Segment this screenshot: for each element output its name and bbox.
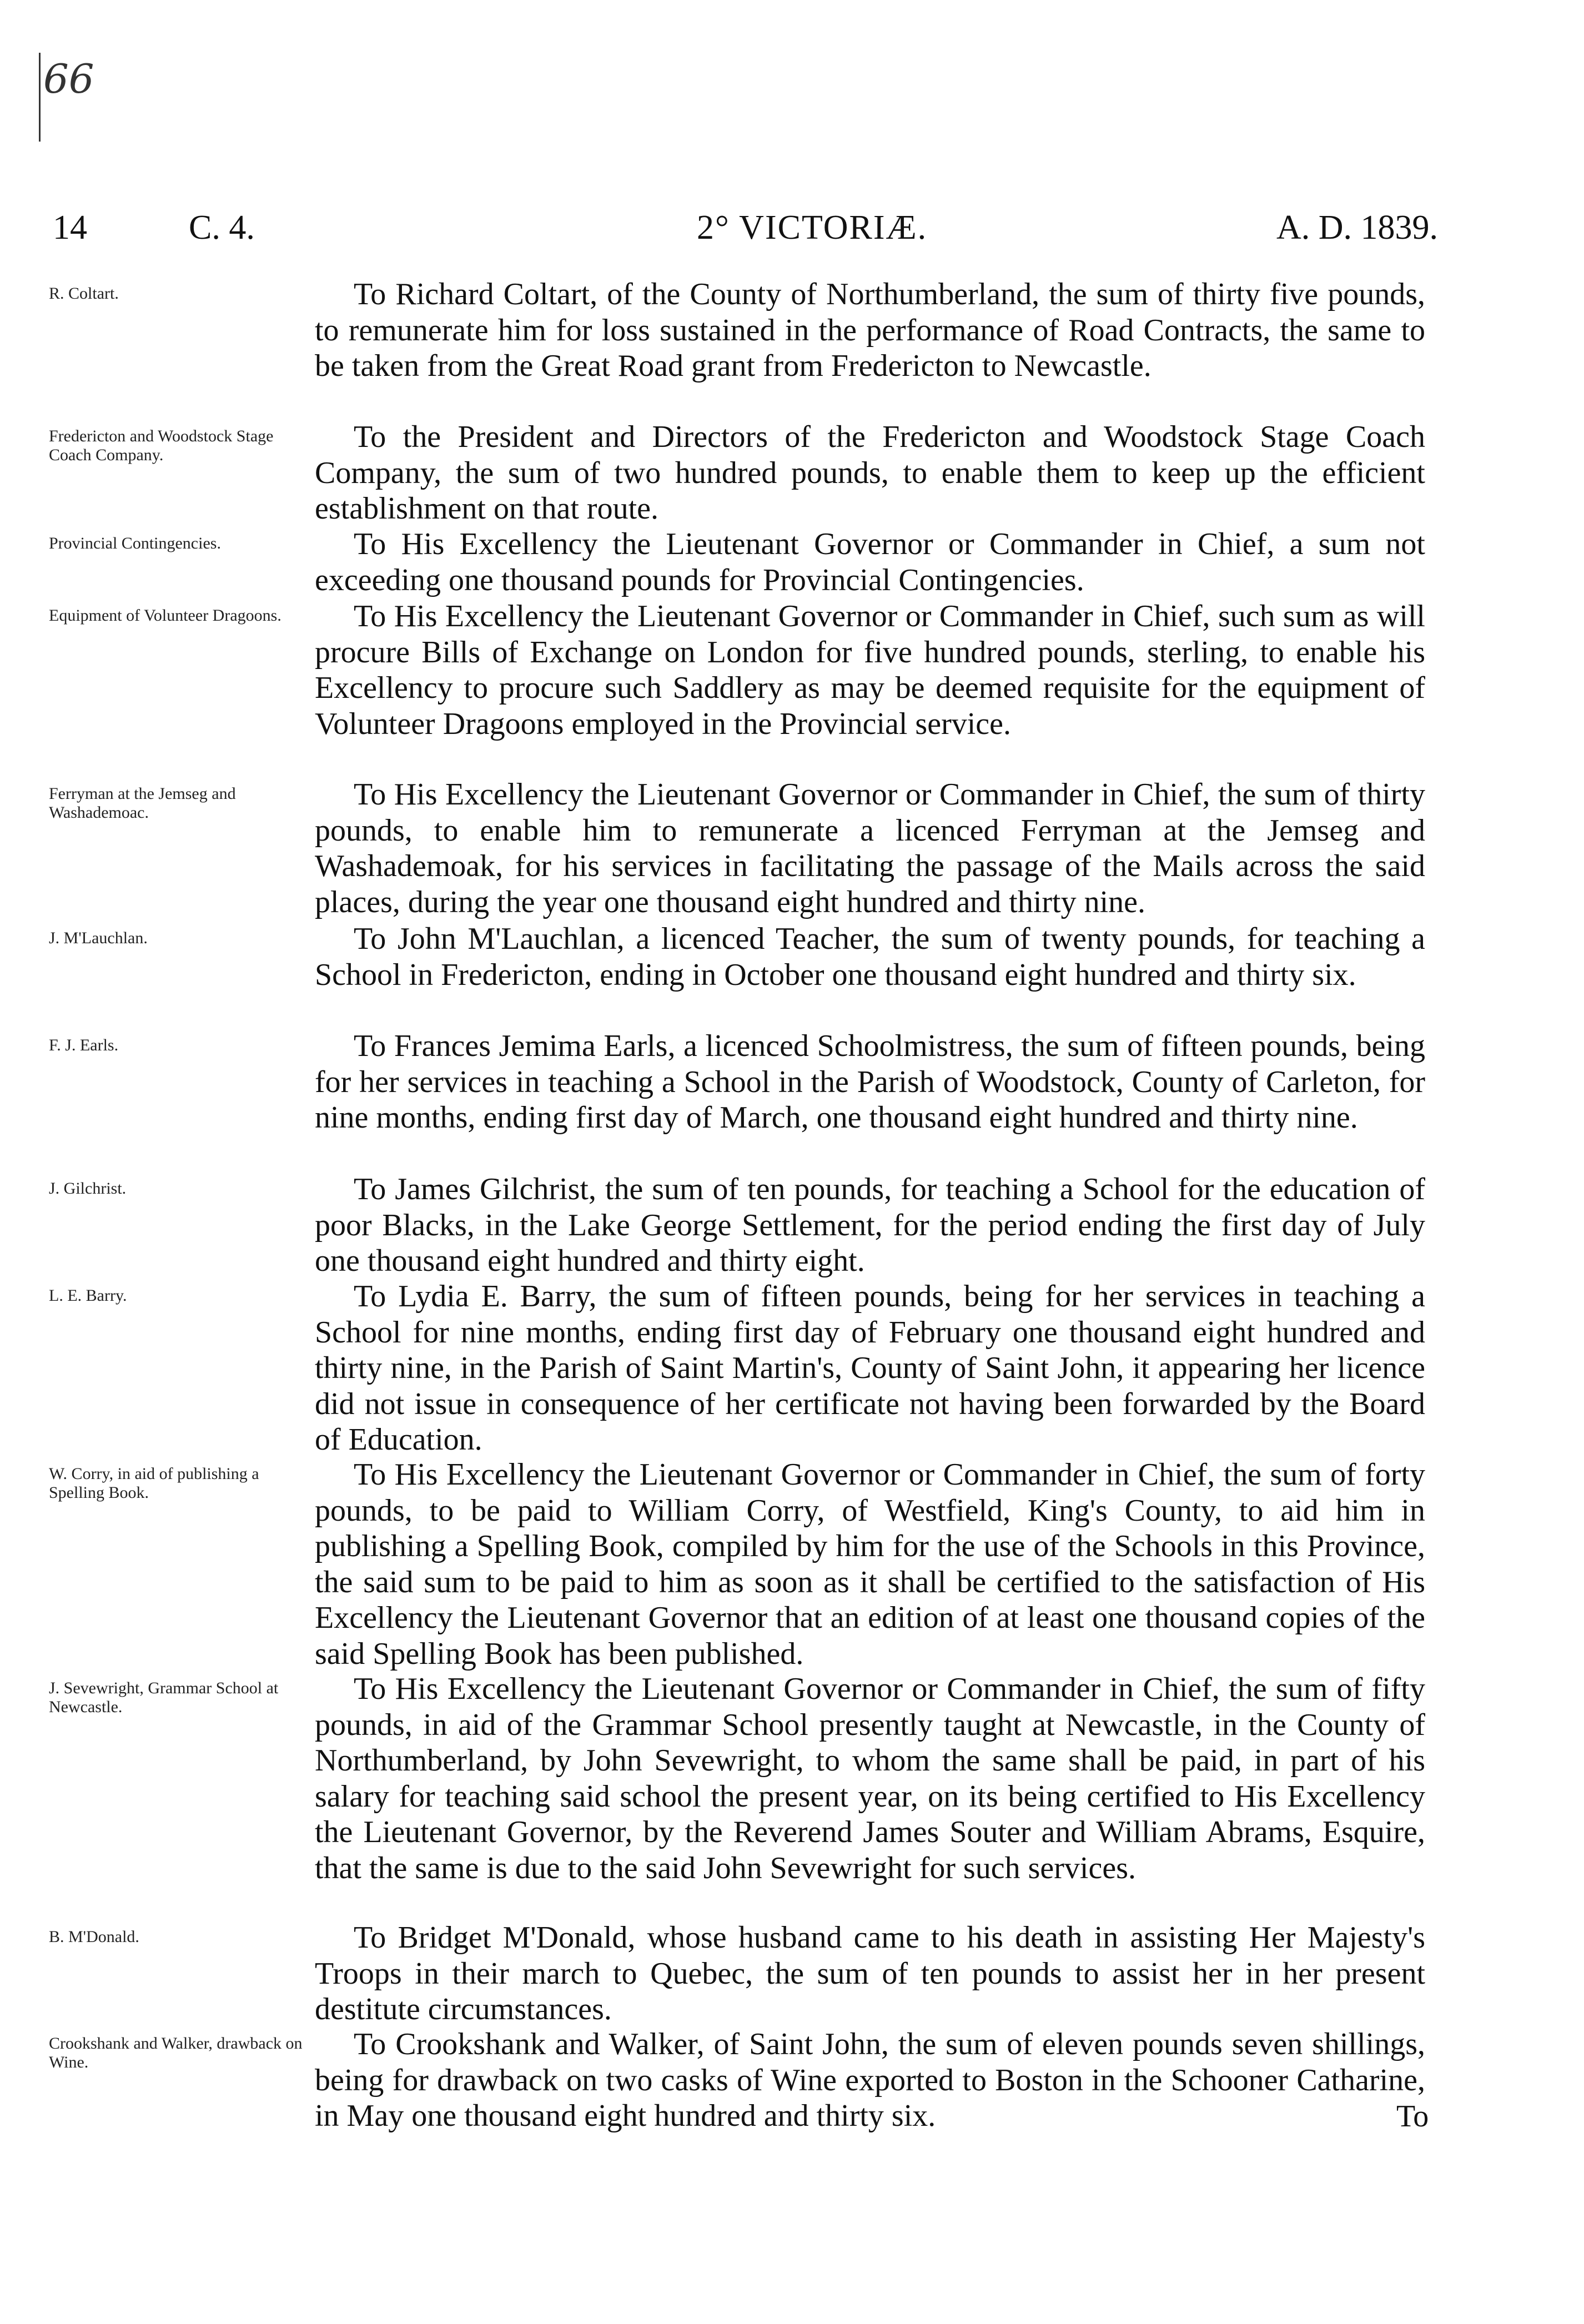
margin-note: J. Gilchrist. xyxy=(49,1179,127,1198)
running-header xyxy=(53,208,1438,258)
margin-note: Equipment of Volunteer Dragoons. xyxy=(49,606,281,625)
margin-note: J. M'Lauchlan. xyxy=(49,929,148,947)
entry-text: To Lydia E. Barry, the sum of fifteen pounds, being for her services in teaching a School for nine months, ending first day of February one thousand eight hundred and thirty nine, in the Parish of Saint Martin's, County of Saint John, it appearing her licence did not issue in consequence of her certificate not having been forwarded by the Board of Education. xyxy=(315,1279,1425,1457)
handwritten-mark xyxy=(39,53,41,142)
margin-note: L. E. Barry. xyxy=(49,1286,127,1305)
margin-note: W. Corry, in aid of publishing a Spelling Book. xyxy=(49,1465,259,1502)
page-number: 14 xyxy=(53,209,87,247)
margin-note: J. Sevewright, Grammar School at Newcastle. xyxy=(49,1679,279,1716)
margin-note: Fredericton and Woodstock Stage Coach Company. xyxy=(49,427,274,464)
margin-note: B. M'Donald. xyxy=(49,1928,139,1946)
margin-note: R. Coltart. xyxy=(49,284,119,303)
entry-text: To His Excellency the Lieutenant Governor or Commander in Chief, the sum of forty pounds, to be paid to William Corry, of Westfield, King's County, to aid him in publishing a Spelling Book, compiled by him for the use of the Schools in this Province, the said sum to be paid to him as soon as it shall be certified to the satisfaction of His Excellency the Lieutenant Governor that an edition of at least one thousand copies of the said Spelling Book has been published. xyxy=(315,1457,1425,1671)
entry-text: To Crookshank and Walker, of Saint John, the sum of eleven pounds seven shillings, being for drawback on two casks of Wine exported to Boston in the Schooner Catharine, in May one thousand eight hundred and thirty six. xyxy=(315,2027,1425,2133)
entry-text: To His Excellency the Lieutenant Governor or Commander in Chief, the sum of thirty pounds, to enable him to remunerate a licenced Ferryman at the Jemseg and Washademoak, for his services in facilitating the passage of the Mails across the said places, during the year one thousand eight hundred and thirty nine. xyxy=(315,777,1425,919)
margin-note: Ferryman at the Jemseg and Washademoac. xyxy=(49,784,236,822)
entry-text: To Bridget M'Donald, whose husband came to his death in assisting Her Majesty's Troops in their march to Quebec, the sum of ten pounds to assist her in her present destitute circumstances. xyxy=(315,1920,1425,2026)
reign-title: 2° VICTORIÆ. xyxy=(697,209,928,247)
margin-note: Crookshank and Walker, drawback on Wine. xyxy=(49,2034,303,2071)
entry-text: To Richard Coltart, of the County of Northumberland, the sum of thirty five pounds, to remunerate him for loss sustained in the performance of Road Contracts, the same to be taken from the Great Road grant from Fredericton to Newcastle. xyxy=(315,277,1425,383)
year-label: A. D. 1839. xyxy=(1276,209,1438,247)
entry-text: To His Excellency the Lieutenant Governor or Commander in Chief, such sum as will procure Bills of Exchange on London for five hundred pounds, sterling, to enable his Excellency to procure such Saddlery as may be deemed requisite for the equipment of Volunteer Dragoons employed in the Provincial service. xyxy=(315,599,1425,741)
margin-note: Provincial Contingencies. xyxy=(49,534,221,552)
margin-note: F. J. Earls. xyxy=(49,1036,119,1054)
entry-text: To the President and Directors of the Fredericton and Woodstock Stage Coach Company, the sum of two hundred pounds, to enable them to keep up the efficient establishment on that route. xyxy=(315,420,1425,526)
handwritten-page-note: 66 xyxy=(43,56,94,102)
catchword: To xyxy=(1396,2099,1429,2134)
entry-text: To Frances Jemima Earls, a licenced Schoolmistress, the sum of fifteen pounds, being for her services in teaching a School in the Parish of Woodstock, County of Carleton, for nine months, ending first day of March, one thousand eight hundred and thirty nine. xyxy=(315,1029,1425,1135)
entry-text: To James Gilchrist, the sum of ten pounds, for teaching a School for the education of poor Blacks, in the Lake George Settlement, for the period ending the first day of July one thousand eight hundred and thirty eight. xyxy=(315,1172,1425,1278)
entry-text: To His Excellency the Lieutenant Governor or Commander in Chief, the sum of fifty pounds, in aid of the Grammar School presently taught at Newcastle, in the County of Northumberland, by John Sevewright, to whom the same shall be paid, in part of his salary for teaching said school the present year, on its being certified to His Excellency the Lieutenant Governor, by the Reverend James Souter and William Abrams, Esquire, that the same is due to the said John Sevewright for such services. xyxy=(315,1672,1425,1885)
entry-text: To His Excellency the Lieutenant Governor or Commander in Chief, a sum not exceeding one thousand pounds for Provincial Contingencies. xyxy=(315,527,1425,597)
chapter-label: C. 4. xyxy=(189,209,255,247)
entry-text: To John M'Lauchlan, a licenced Teacher, the sum of twenty pounds, for teaching a School in Fredericton, ending in October one thousand eight hundred and thirty six. xyxy=(315,922,1425,992)
